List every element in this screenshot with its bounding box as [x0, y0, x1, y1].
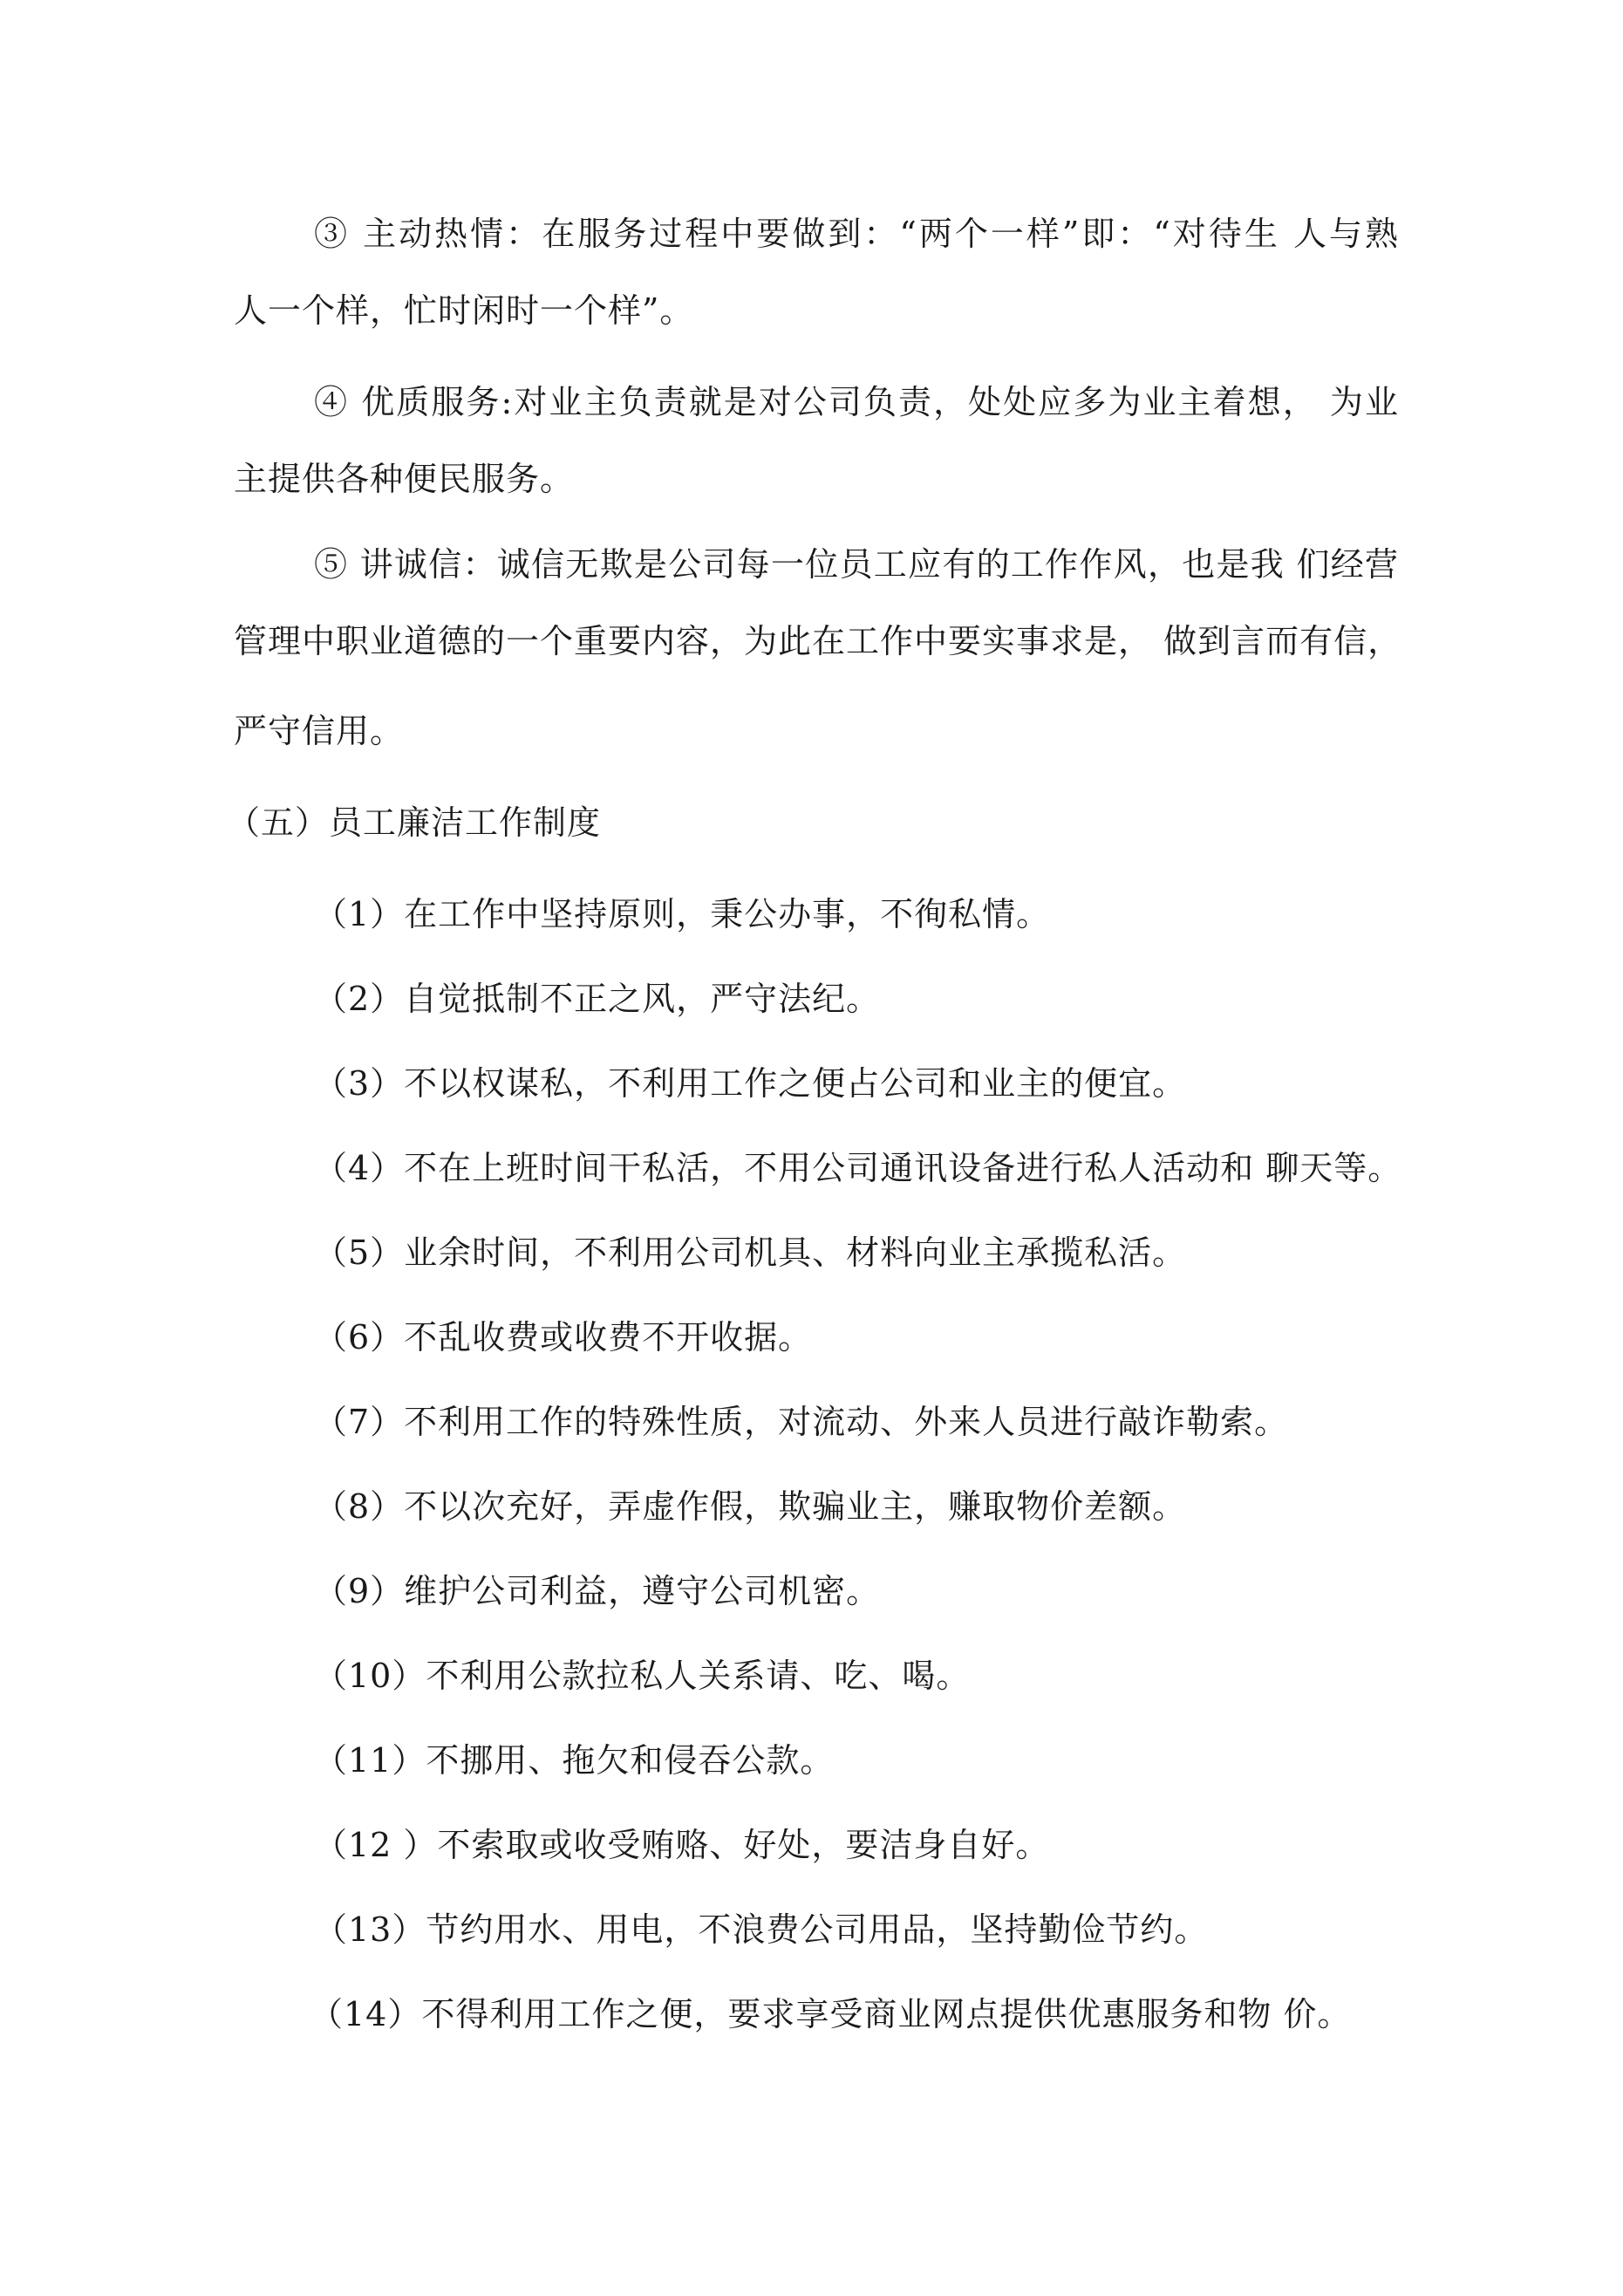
list-item: （14）不得利用工作之便，要求享受商业网点提供优惠服务和物 价。 — [310, 1995, 1352, 2033]
paragraph-4-line-1: ④ 优质服务:对业主负责就是对公司负责，处处应多为业主着想， 为业 — [314, 383, 1399, 421]
section-heading: （五）员工廉洁工作制度 — [227, 803, 602, 842]
list-item: （7）不利用工作的特殊性质，对流动、外来人员进行敲诈勒索。 — [314, 1403, 1289, 1441]
paragraph-3-line-2: 人一个样，忙时闲时一个样”。 — [234, 291, 694, 330]
list-item: （8）不以次充好，弄虚作假，欺骗业主，赚取物价差额。 — [314, 1487, 1187, 1526]
list-item: （1）在工作中坚持原则，秉公办事，不徇私情。 — [314, 895, 1051, 933]
paragraph-3-line-1: ③ 主动热情：在服务过程中要做到：“两个一样”即：“对待生 人与熟 — [314, 215, 1399, 253]
list-item: （11）不挪用、拖欠和侵吞公款。 — [314, 1741, 835, 1780]
paragraph-5-line-3: 严守信用。 — [234, 712, 405, 750]
list-item: （10）不利用公款拉私人关系请、吃、喝。 — [314, 1657, 971, 1695]
list-item: （13）节约用水、用电，不浪费公司用品，坚持勤俭节约。 — [314, 1910, 1209, 1949]
list-item: （2）自觉抵制不正之风，严守法纪。 — [314, 980, 881, 1018]
list-item: （3）不以权谋私，不利用工作之便占公司和业主的便宜。 — [314, 1064, 1187, 1103]
paragraph-4-line-2: 主提供各种便民服务。 — [234, 460, 575, 498]
list-item: （12 ）不索取或收受贿赂、好处，要洁身自好。 — [314, 1826, 1050, 1864]
list-item: （9）维护公司利益，遵守公司机密。 — [314, 1572, 881, 1610]
list-item: （4）不在上班时间干私活，不用公司通讯设备进行私人活动和 聊天等。 — [314, 1149, 1402, 1187]
list-item: （5）业余时间，不利用公司机具、材料向业主承揽私活。 — [314, 1233, 1187, 1272]
paragraph-5-line-1: ⑤ 讲诚信：诚信无欺是公司每一位员工应有的工作作风，也是我 们经营 — [314, 545, 1399, 584]
list-item: （6）不乱收费或收费不开收据。 — [314, 1318, 813, 1356]
paragraph-5-line-2: 管理中职业道德的一个重要内容，为此在工作中要实事求是， 做到言而有信， — [234, 622, 1402, 660]
